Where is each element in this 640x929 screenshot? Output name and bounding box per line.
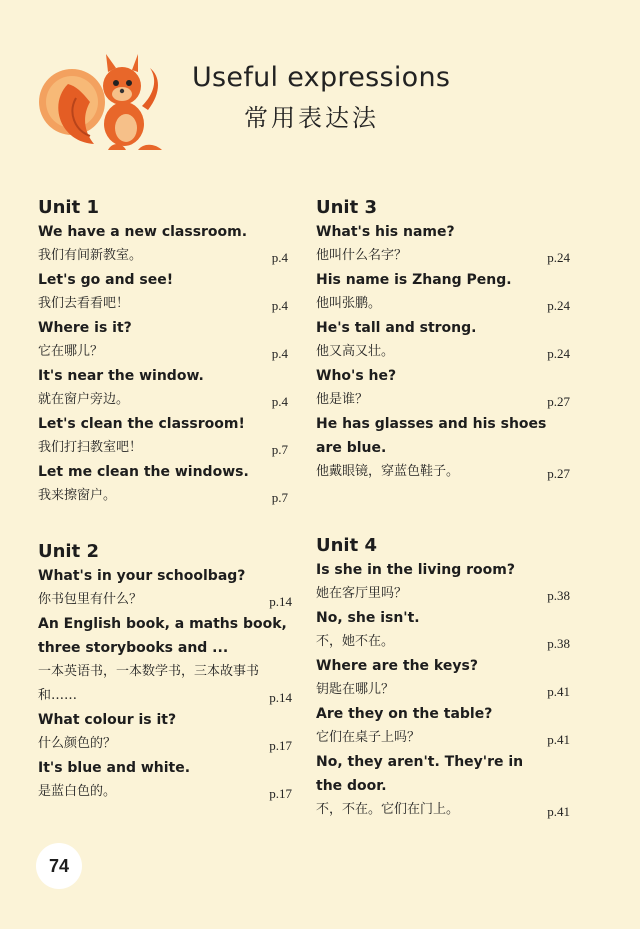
english-expression: Where is it? (38, 320, 132, 336)
unit-3-section (316, 196, 570, 484)
page-reference: p.17 (269, 786, 292, 801)
chinese-translation: 它在哪儿？ (38, 344, 104, 359)
page-reference: p.7 (271, 442, 288, 457)
unit-title: Unit 1 (38, 197, 99, 218)
page-reference: p.24 (547, 298, 570, 313)
expression-entry (38, 412, 288, 460)
chinese-translation: 我们有间新教室。 (38, 248, 143, 263)
chinese-translation: 他又高又壮。 (316, 344, 395, 359)
page-reference: p.24 (547, 250, 570, 265)
chinese-translation: 他叫什么名字？ (316, 248, 408, 263)
page-reference: p.41 (547, 684, 570, 699)
english-expression: Let me clean the windows. (38, 464, 249, 480)
english-expression: the door. (316, 778, 387, 794)
expression-entry (38, 460, 288, 508)
chinese-translation: 不，她不在。 (316, 634, 395, 649)
page-title-english: Useful expressions (192, 62, 451, 93)
english-expression: He has glasses and his shoes (316, 416, 547, 432)
english-expression: What colour is it? (38, 712, 177, 728)
expression-entry (316, 316, 570, 364)
page-reference: p.4 (271, 298, 288, 313)
english-expression: Are they on the table? (316, 706, 493, 722)
english-expression: His name is Zhang Peng. (316, 272, 512, 288)
english-expression: An English book, a maths book, (38, 616, 287, 632)
page-reference: p.27 (547, 466, 570, 481)
english-expression: No, they aren't. They're in (316, 754, 524, 770)
expression-entry (316, 220, 570, 268)
squirrel-icon (38, 46, 168, 156)
page-reference: p.27 (547, 394, 570, 409)
chinese-translation: 她在客厅里吗？ (316, 586, 408, 601)
english-expression: It's blue and white. (38, 760, 191, 776)
chinese-translation: 我们打扫教室吧！ (38, 440, 143, 455)
expression-entry (38, 316, 288, 364)
chinese-translation: 就在窗户旁边。 (38, 392, 130, 407)
expression-entry (316, 750, 570, 822)
page-reference: p.38 (547, 636, 570, 651)
english-expression: No, she isn't. (316, 610, 420, 626)
page-reference: p.41 (547, 732, 570, 747)
expression-entry (316, 702, 570, 750)
page-title-chinese: 常用表达法 (244, 104, 379, 132)
page-reference: p.41 (547, 804, 570, 819)
chinese-translation: 是蓝白色的。 (38, 784, 117, 799)
english-expression: Who's he? (316, 368, 397, 384)
expression-entry (316, 364, 570, 412)
unit-2-section (38, 540, 292, 804)
chinese-translation: 不，不在。它们在门上。 (316, 802, 460, 817)
english-expression: What's in your schoolbag? (38, 568, 246, 584)
expression-entry (38, 220, 288, 268)
page-reference: p.7 (271, 490, 288, 505)
unit-1-section (38, 196, 288, 508)
expression-entry (316, 558, 570, 606)
expression-entry (316, 268, 570, 316)
page-reference: p.14 (269, 594, 292, 609)
chinese-translation: 他是谁？ (316, 392, 369, 407)
english-expression: We have a new classroom. (38, 224, 248, 240)
chinese-translation: 我来擦窗户。 (38, 488, 117, 503)
unit-title: Unit 3 (316, 197, 377, 218)
unit-4-section (316, 534, 570, 822)
chinese-translation: 他戴眼镜，穿蓝色鞋子。 (316, 464, 460, 479)
expression-entry (38, 564, 292, 612)
page-reference: p.4 (271, 346, 288, 361)
chinese-translation: 一本英语书，一本数学书，三本故事书 (38, 664, 260, 679)
page-reference: p.38 (547, 588, 570, 603)
page-reference: p.24 (547, 346, 570, 361)
chinese-translation: 我们去看看吧！ (38, 296, 130, 311)
page-reference: p.17 (269, 738, 292, 753)
expression-entry (38, 364, 288, 412)
expression-entry (316, 654, 570, 702)
page-reference: p.14 (269, 690, 292, 705)
expression-entry (38, 756, 292, 804)
chinese-translation: 他叫张鹏。 (316, 296, 382, 311)
page-reference: p.4 (271, 250, 288, 265)
chinese-translation: 和…… (38, 688, 78, 703)
expression-entry (316, 606, 570, 654)
expression-entry (316, 412, 570, 484)
english-expression: are blue. (316, 440, 387, 456)
english-expression: Let's clean the classroom! (38, 416, 245, 432)
chinese-translation: 钥匙在哪儿？ (316, 682, 395, 697)
expression-entry (38, 268, 288, 316)
page-number-badge: 74 (36, 843, 82, 889)
english-expression: He's tall and strong. (316, 320, 477, 336)
english-expression: It's near the window. (38, 368, 204, 384)
unit-title: Unit 4 (316, 535, 377, 556)
english-expression: Where are the keys? (316, 658, 478, 674)
chinese-translation: 什么颜色的？ (38, 736, 117, 751)
expression-entry (38, 612, 292, 708)
english-expression: three storybooks and ... (38, 640, 229, 656)
english-expression: Is she in the living room? (316, 562, 515, 578)
unit-title: Unit 2 (38, 541, 99, 562)
english-expression: Let's go and see! (38, 272, 174, 288)
chinese-translation: 它们在桌子上吗？ (316, 730, 421, 745)
expression-entry (38, 708, 292, 756)
chinese-translation: 你书包里有什么？ (38, 592, 143, 607)
page-reference: p.4 (271, 394, 288, 409)
english-expression: What's his name? (316, 224, 455, 240)
